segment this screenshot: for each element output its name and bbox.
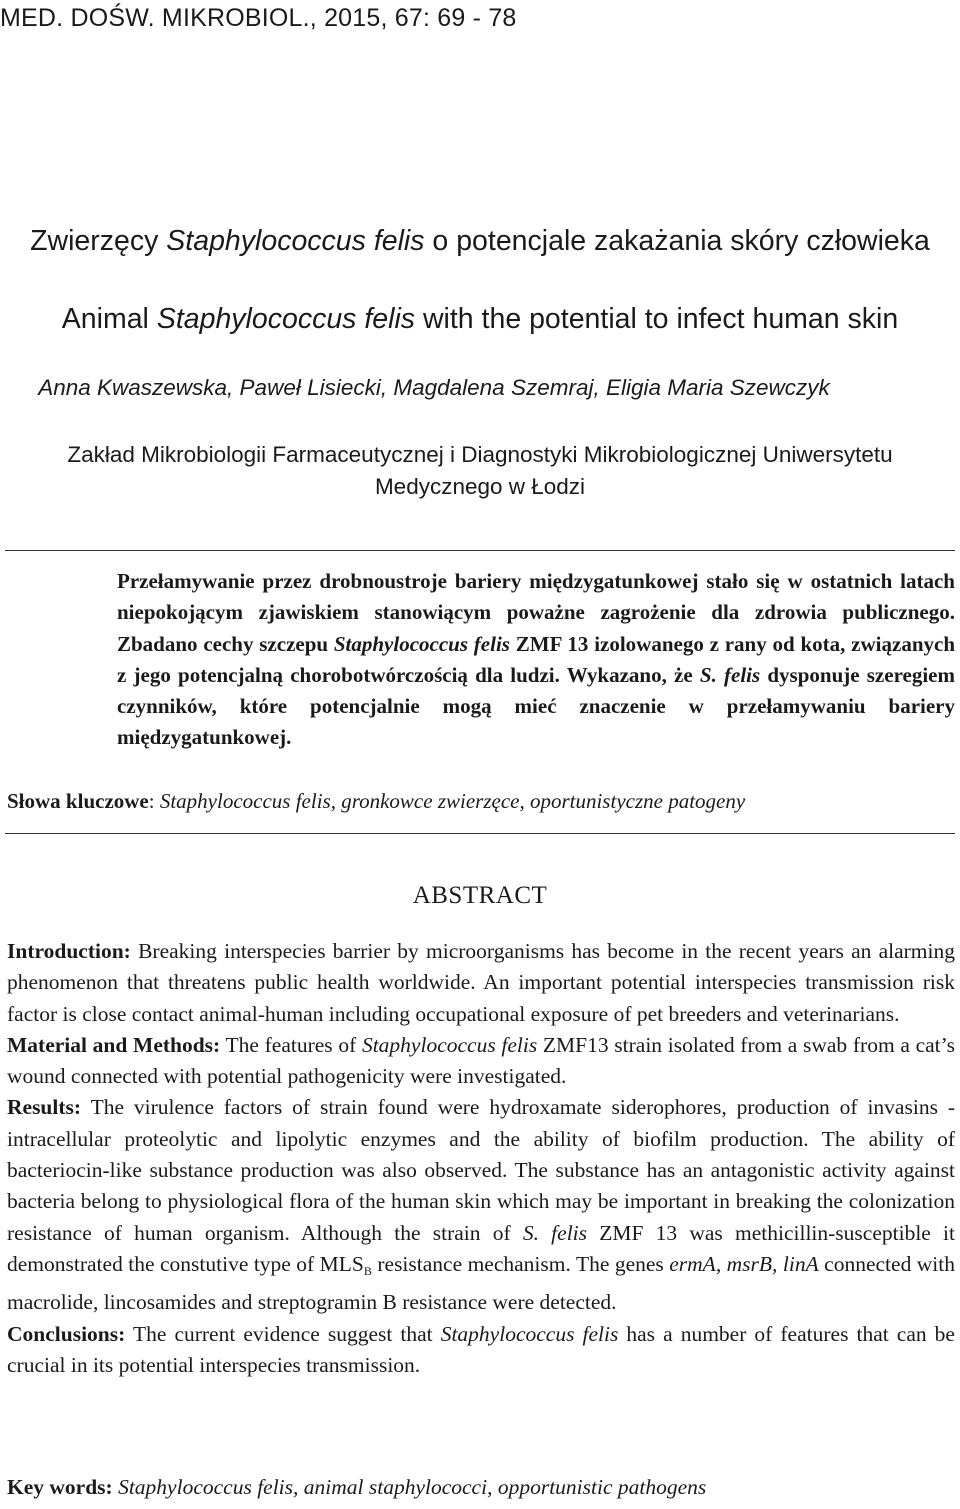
- title-english: [0, 303, 960, 336]
- conclusions-species: Staphylococcus felis: [440, 1321, 619, 1346]
- abstract-introduction: [7, 936, 955, 1030]
- abstract-methods: [7, 1030, 955, 1093]
- keywords-pl-label: Słowa kluczowe: [7, 789, 149, 813]
- title-pl-after: o potencjale zakażania skóry człowieka: [424, 225, 930, 257]
- abstract-pl-part-2: ZMF 13 izolowanego z rany od kota, związanych z jego potencjalną chorobotwórczością dla ludzi. Wykazano, że: [117, 631, 956, 687]
- title-en-species: Staphylococcus felis: [156, 303, 416, 335]
- affiliation-line-2: Medycznego w Łodzi: [374, 474, 586, 499]
- introduction-text: Breaking interspecies barrier by microorganisms has become in the recent years an alarming phenomenon that threatens public health worldwide. An important potential interspecies transmission risk factor is close contact animal-human including occupational exposure of pet breeders and veterinarians.: [7, 939, 955, 1026]
- results-text-2: ZMF 13 was methicillin-susceptible it demonstrated the constutive type of MLS: [7, 1220, 955, 1276]
- results-species: S. felis: [522, 1220, 588, 1245]
- results-label: Results:: [7, 1095, 82, 1120]
- results-text-3: resistance mechanism. The genes: [371, 1251, 670, 1276]
- methods-text-2: ZMF13 strain isolated from a swab from a cat’s wound connected with potential pathogenicity were investigated.: [7, 1032, 955, 1089]
- abstract-polish: [117, 566, 955, 754]
- results-text-4: connected with macrolide, lincosamides and streptogramin B resistance were detected.: [7, 1251, 956, 1315]
- methods-text-1: The features of: [220, 1032, 362, 1057]
- keywords-en-text: Staphylococcus felis, animal staphylococci, opportunistic pathogens: [112, 1475, 707, 1499]
- section-divider-bottom: [5, 833, 955, 834]
- methods-label: Material and Methods:: [7, 1032, 221, 1057]
- results-genes: ermA, msrB, linA: [669, 1251, 819, 1276]
- results-text-1: The virulence factors of strain found were hydroxamate siderophores, production of invasins - intracellular proteolytic and lipolytic enzymes and the ability of biofilm production. The ability of bacteriocin-like substance production was also observed. The substance has an antagonistic activity against bacteria belong to physiological flora of the human skin which may be important in breaking the colonization resistance of human organism. Although the strain of: [7, 1095, 955, 1245]
- keywords-english: [7, 1475, 706, 1500]
- abstract-heading: ABSTRACT: [412, 882, 548, 909]
- journal-citation: MED. DOŚW. MIKROBIOL., 2015, 67: 69 - 78: [0, 4, 517, 32]
- title-en-after: with the potential to infect human skin: [415, 303, 899, 335]
- conclusions-text-2: has a number of features that can be crucial in its potential interspecies transmission.: [7, 1321, 955, 1377]
- abstract-results: [7, 1092, 955, 1318]
- abstract-conclusions: [7, 1319, 955, 1382]
- abstract-english: [7, 936, 955, 1381]
- conclusions-text-1: The current evidence suggest that: [125, 1321, 441, 1346]
- authors: Anna Kwaszewska, Paweł Lisiecki, Magdalena Szemraj, Eligia Maria Szewczyk: [38, 375, 830, 400]
- keywords-pl-text: Staphylococcus felis, gronkowce zwierzęce, oportunistyczne patogeny: [159, 789, 746, 813]
- methods-species: Staphylococcus felis: [361, 1032, 538, 1057]
- abstract-pl-part-3: dysponuje szeregiem czynników, które potencjalnie mogą mieć znaczenie w przełamywaniu bariery międzygatunkowej.: [117, 662, 955, 750]
- results-subscript: B: [363, 1263, 372, 1278]
- abstract-pl-species-1: Staphylococcus felis: [333, 631, 510, 656]
- abstract-pl-part-1: Przełamywanie przez drobnoustroje bariery międzygatunkowej stało się w ostatnich latach niepokojącym zjawiskiem stanowiącym poważne zagrożenie dla zdrowia publicznego. Zbadano cechy szczepu: [117, 569, 955, 656]
- section-divider-top: [5, 550, 955, 551]
- keywords-polish: [7, 789, 745, 814]
- introduction-label: Introduction:: [7, 939, 131, 963]
- title-en-before: Animal: [61, 303, 157, 335]
- title-pl-species: Staphylococcus felis: [166, 225, 425, 257]
- keywords-pl-colon: :: [148, 789, 160, 813]
- title-pl-before: Zwierzęcy: [30, 225, 167, 257]
- keywords-en-label: Key words:: [7, 1475, 113, 1499]
- conclusions-label: Conclusions:: [7, 1321, 126, 1346]
- title-polish: [0, 225, 960, 258]
- abstract-pl-species-2: S. felis: [699, 662, 761, 687]
- affiliation-line-1: Zakład Mikrobiologii Farmaceutycznej i Diagnostyki Mikrobiologicznej Uniwersytetu: [67, 442, 893, 467]
